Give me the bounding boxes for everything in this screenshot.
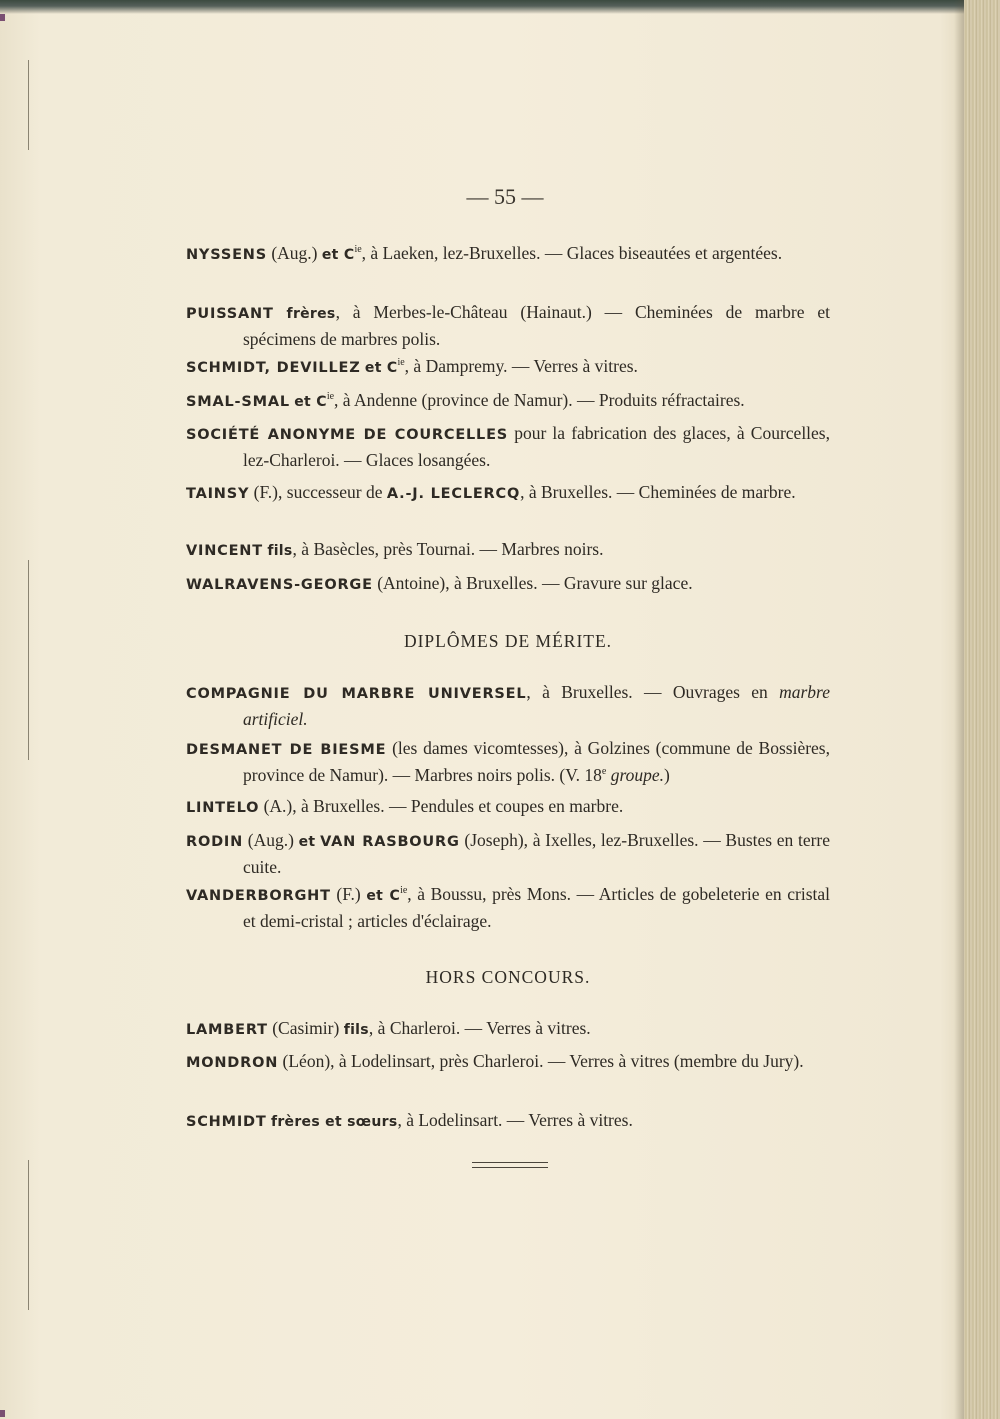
entry-name: COMPAGNIE DU MARBRE UNIVERSEL: [186, 686, 527, 702]
margin-line: [28, 60, 29, 150]
entry-name: SCHMIDT, DEVILLEZ: [186, 360, 361, 376]
entry-name: SCHMIDT: [186, 1114, 267, 1130]
list-item: PUISSANT frères, à Merbes-le-Château (Hainaut.) — Cheminées de marbre et spécimens de marbres polis.: [186, 302, 831, 349]
list-item: VANDERBORGHT (F.) et $C^{ie}$, à Boussu, près Mons. — Articles de gobeleterie en cristal et demi-cristal ; articles d'éclairage.: [186, 884, 830, 931]
list-item: MONDRON (Léon), à Lodelinsart, près Charleroi. — Verres à vitres (membre du Jury).: [186, 1051, 804, 1071]
divider: [472, 1162, 548, 1163]
entry-name: MONDRON: [186, 1055, 279, 1071]
entry-name: LINTELO: [186, 800, 260, 816]
gutter-shadow: [954, 0, 964, 1419]
list-item: SMAL-SMAL et $C^{ie}$, à Andenne (province de Namur). — Produits réfractaires.: [186, 390, 745, 410]
entry-name: VANDERBORGHT: [186, 888, 331, 904]
list-item: LAMBERT (Casimir) fils, à Charleroi. — Verres à vitres.: [186, 1018, 591, 1038]
page-stack-edge: [964, 0, 1000, 1419]
entry-name: VINCENT: [186, 543, 263, 559]
list-item: SOCIÉTÉ ANONYME DE COURCELLES pour la fabrication des glaces, à Courcelles, lez-Charleroi. — Glaces losangées.: [186, 423, 830, 470]
entry-name: SMAL-SMAL: [186, 394, 290, 410]
entry-name: SOCIÉTÉ ANONYME DE COURCELLES: [186, 427, 509, 443]
entry-name: NYSSENS: [186, 247, 267, 263]
entry-name: PUISSANT: [186, 306, 274, 322]
list-item: RODIN (Aug.) et VAN RASBOURG (Joseph), à Ixelles, lez-Bruxelles. — Bustes en terre cuite.: [186, 830, 831, 877]
entry-name: WALRAVENS-GEORGE: [186, 577, 373, 593]
section-heading: DIPLÔMES DE MÉRITE.: [403, 631, 613, 651]
list-item: NYSSENS (Aug.) et $C^{ie}$, à Laeken, lez-Bruxelles. — Glaces biseautées et argentées.: [186, 243, 783, 263]
list-item: TAINSY (F.), successeur de A.-J. LECLERCQ, à Bruxelles. — Cheminées de marbre.: [186, 482, 796, 502]
list-item: DESMANET DE BIESME (les dames vicomtesses), à Golzines (commune de Bossières, province de Namur). — Marbres noirs polis. (V. 18e groupe.): [186, 738, 830, 785]
margin-line: [28, 560, 29, 760]
section-heading: HORS CONCOURS.: [425, 967, 591, 987]
page-number: — 55 —: [466, 184, 544, 209]
list-item: COMPAGNIE DU MARBRE UNIVERSEL, à Bruxelles. — Ouvrages en marbre artificiel.: [186, 682, 830, 729]
entry-name: RODIN: [186, 834, 244, 850]
entry-name: LAMBERT: [186, 1022, 268, 1038]
list-item: WALRAVENS-GEORGE (Antoine), à Bruxelles. — Gravure sur glace.: [186, 573, 693, 593]
divider: [472, 1167, 548, 1168]
entry-name: A.-J. LECLERCQ: [386, 486, 521, 502]
entry-name: VAN RASBOURG: [320, 834, 460, 850]
list-item: SCHMIDT frères et sœurs, à Lodelinsart. — Verres à vitres.: [186, 1110, 633, 1130]
margin-line: [28, 1160, 29, 1310]
list-item: VINCENT fils, à Basècles, près Tournai. — Marbres noirs.: [186, 539, 604, 559]
entry-name: TAINSY: [186, 486, 250, 502]
entry-name: DESMANET DE BIESME: [186, 742, 387, 758]
list-item: SCHMIDT, DEVILLEZ et $C^{ie}$, à Dampremy. — Verres à vitres.: [186, 356, 638, 376]
binding-mark: [0, 1410, 5, 1417]
list-item: LINTELO (A.), à Bruxelles. — Pendules et coupes en marbre.: [186, 796, 624, 816]
binding-mark: [0, 14, 5, 21]
page-top-edge: [0, 0, 1000, 14]
